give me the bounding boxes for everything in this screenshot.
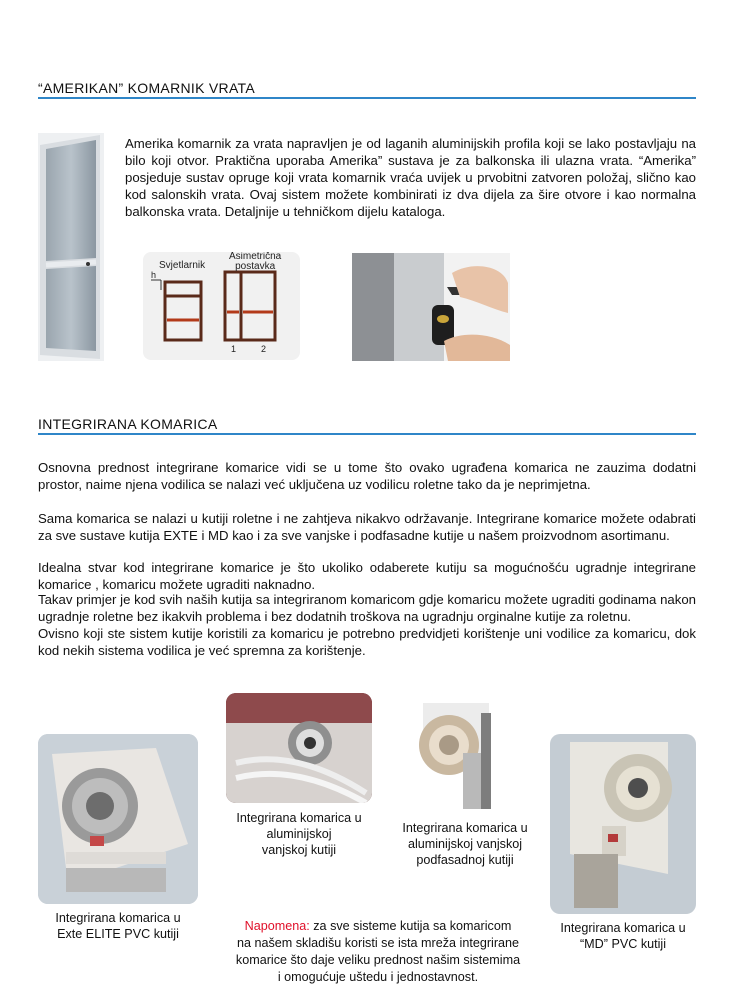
diagram-label-asimetricna-line1: Asimetrična: [229, 252, 282, 262]
section-heading-amerikan: “AMERIKAN” KOMARNIK VRATA: [38, 80, 256, 96]
section2-paragraph-5: Ovisno koji ste sistem kutije koristili za komaricu je potrebno predvidjeti korištenje uni vodilice za komaricu, dok kod nekih sistema vodilica je već spremna za korištenje.: [38, 626, 696, 658]
caption-exte-elite-line2: Exte ELITE PVC kutiji: [57, 927, 179, 941]
exte-elite-box-image: [38, 734, 198, 904]
adjustment-photo: [352, 253, 510, 361]
podfasad-box-image: [393, 693, 517, 813]
section1-paragraph: Amerika komarnik za vrata napravljen je od laganih aluminijskih profila koji se lako postavljaju na bilo koji otvor. Praktična uporaba Amerika” sustava je za balkonska ili ulazna vrata. “Amerika” posjeduje sustav opruge koji vrata komarnik vraća uvijek u prvobitni zatvoren položaj, slično kao kod salonskih vrata. Ovaj sistem možete kombinirati iz dva dijela za šire otvore i kao normalna balkonska vrata. Detaljnije u tehničkom dijelu kataloga.: [125, 136, 696, 219]
note-line1: za sve sisteme kutija sa komaricom: [309, 919, 512, 933]
heading-rule-2: [38, 433, 696, 435]
diagram-num-1: 1: [231, 344, 237, 354]
diagram-label-asimetricna-line2: postavka: [235, 261, 276, 272]
caption-alu-line3: vanjskoj kutiji: [261, 843, 337, 857]
storage-note: [208, 918, 548, 986]
caption-exte-elite: [36, 910, 200, 942]
door-config-diagram: [143, 252, 300, 360]
caption-md-line2: “MD” PVC kutiji: [579, 937, 667, 951]
caption-alu-line1: Integrirana komarica u: [236, 811, 362, 825]
note-line4: i omogućuje uštedu i jednostavnost.: [277, 970, 479, 984]
diagram-num-2: 2: [261, 344, 267, 354]
caption-md: [548, 920, 698, 952]
alu-box-image: [226, 693, 372, 803]
section-heading-integrirana: INTEGRIRANA KOMARICA: [38, 416, 218, 432]
section2-paragraph-2: Sama komarica se nalazi u kutiji roletne i ne zahtjeva nikakvo održavanje. Integrirane komarice možete odabrati za sve sustave kutija EXTE i MD kao i za sve vanjske i podfasadne kutije u našem proizvodnom asortimanu.: [38, 511, 696, 543]
diagram-label-h: h: [151, 270, 157, 280]
caption-alu-line2: aluminijskoj: [266, 827, 332, 841]
caption-podfasad-line3: podfasadnoj kutiji: [416, 853, 514, 867]
section2-paragraph-1: Osnovna prednost integrirane komarice vidi se u tome što ovako ugrađena komarica ne zauzima dodatni prostor, naime njena vodilica se nalazi već uključena uz vodilicu roletne tako da je neprimjetna.: [38, 460, 696, 492]
caption-podfasad-line2: aluminijskoj vanjskoj: [407, 837, 523, 851]
caption-podfasad-line1: Integrirana komarica u: [402, 821, 528, 835]
diagram-label-svjetlarnik: Svjetlarnik: [159, 260, 206, 271]
note-line2: na našem skladišu koristi se ista mreža integrirane: [236, 936, 520, 950]
md-box-image: [550, 734, 696, 914]
section2-paragraph-3: Idealna stvar kod integrirane komarice je što ukoliko odaberete kutiju sa mogućnošću ugradnje integrirane komarice , komaricu možete ugraditi naknadno.: [38, 560, 696, 592]
note-label: Napomena:: [244, 919, 310, 933]
caption-exte-elite-line1: Integrirana komarica u: [55, 911, 181, 925]
caption-alu: [214, 810, 384, 858]
section2-paragraph-4: Takav primjer je kod svih naših kutija sa integriranom komaricom gdje komaricu možete ugraditi godinama nakon ugradnje roletne bez ikakvih problema i bez dodatnih troškova na ugradnju orginalne kutije za roletnu.: [38, 592, 696, 624]
door-screen-image: [38, 133, 104, 361]
note-line3: komarice što daje veliku prednost našim sistemima: [235, 953, 521, 967]
heading-rule: [38, 97, 696, 99]
caption-podfasad: [385, 820, 545, 868]
caption-md-line1: Integrirana komarica u: [560, 921, 686, 935]
diagram-label-asimetricna: [229, 252, 281, 272]
